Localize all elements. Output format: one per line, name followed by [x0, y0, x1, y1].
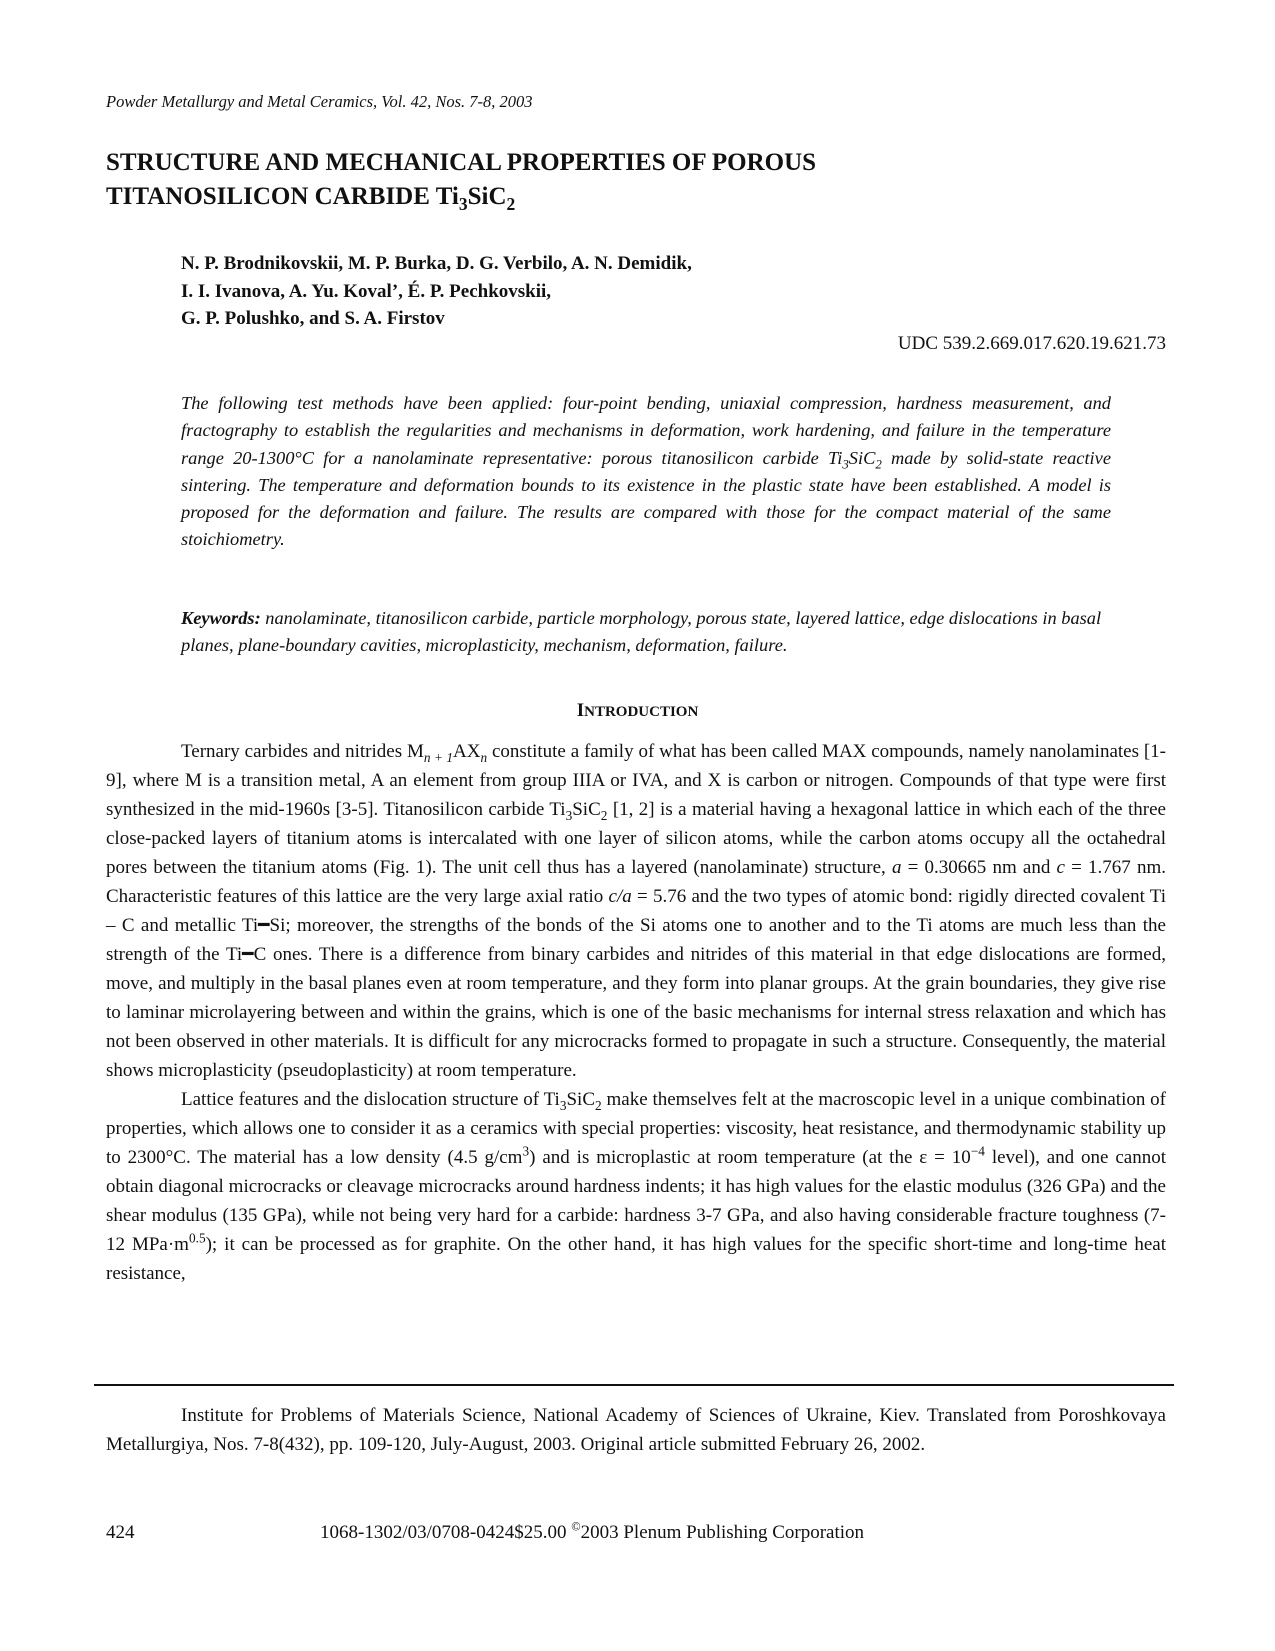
author-line-1: N. P. Brodnikovskii, M. P. Burka, D. G. Verbilo, A. N. Demidik,: [181, 253, 692, 274]
abstract: The following test methods have been applied: four-point bending, uniaxial compression, hardness measurement, and fractography to establish the regularities and mechanisms in deformation, work hardening, and failure in the temperature range 20-1300°C for a nanolaminate representative: porous titanosilicon carbide $Ti_3SiC_2$ made by solid-state reactive sintering. The temperature and deformation bounds to its existence in the plastic state have been established. A model is proposed for the deformation and failure. The results are compared with those for the compact material of the same stoichiometry.: [181, 393, 1111, 550]
title-line-1: STRUCTURE AND MECHANICAL PROPERTIES OF POROUS: [106, 149, 817, 176]
author-line-3: G. P. Polushko, and S. A. Firstov: [181, 308, 445, 329]
paragraph-2: Lattice features and the dislocation structure of $Ti_3SiC_2$ make themselves felt at the macroscopic level in a unique combination of properties, which allows one to consider it as a ceramics with special properties: viscosity, heat resistance, and thermodynamic stability up to 2300°C. The material has a low density (4.5 $g/cm^3$) and is microplastic at room temperature (at the $\varepsilon = 10^{-4}$ level), and one cannot obtain diagonal microcracks or cleavage microcracks around hardness indents; it has high values for the elastic modulus (326 GPa) and the shear modulus (135 GPa), while not being very hard for a carbide: hardness 3-7 GPa, and also having considerable fracture toughness (7-12 $MPa\cdot m^{0.5}$); it can be processed as for graphite. On the other hand, it has high values for the specific short-time and long-time heat resistance,: [106, 1089, 1166, 1284]
paper-title: [106, 146, 1166, 214]
keywords-label: Keywords:: [181, 608, 261, 628]
affiliation-footnote: Institute for Problems of Materials Science, National Academy of Sciences of Ukraine, Kiev. Translated from Poroshkovaya Metallurgiya, Nos. 7-8(432), pp. 109-120, July-August, 2003. Original article submitted February 26, 2002.: [106, 1405, 1166, 1455]
udc-code: UDC 539.2.669.017.620.19.621.73: [897, 333, 1166, 354]
section-heading-introduction: INTRODUCTION: [576, 700, 699, 721]
footnote-divider: [94, 1384, 1174, 1386]
copyright-line: 1068-1302/03/0708-0424$25.00 ©2003 Plenum Publishing Corporation: [320, 1519, 865, 1543]
keywords-text: nanolaminate, titanosilicon carbide, particle morphology, porous state, layered lattice, edge dislocations in basal planes, plane-boundary cavities, microplasticity, mechanism, deformation, failure.: [181, 608, 1102, 656]
journal-header: Powder Metallurgy and Metal Ceramics, Vol. 42, Nos. 7-8, 2003: [106, 92, 533, 111]
page-number: 424: [106, 1522, 135, 1543]
title-line-2: TITANOSILICON CARBIDE $Ti_3SiC_2$: [106, 183, 516, 214]
author-list: [181, 250, 692, 333]
body-text: [106, 737, 1166, 1288]
paragraph-1: Ternary carbides and nitrides $M_{n + 1}AX_n$ constitute a family of what has been called MAX compounds, namely nanolaminates [1-9], where M is a transition metal, A an element from group IIIA or IVA, and X is carbon or nitrogen. Compounds of that type were first synthesized in the mid-1960s [3-5]. Titanosilicon carbide $Ti_3SiC_2$ [1, 2] is a material having a hexagonal lattice in which each of the three close-packed layers of titanium atoms is intercalated with one layer of silicon atoms, while the carbon atoms occupy all the octahedral pores between the titanium atoms (Fig. 1). The unit cell thus has a layered (nanolaminate) structure, a = 0.30665 nm and c = 1.767 nm. Characteristic features of this lattice are the very large axial ratio c/a = 5.76 and the two types of atomic bond: rigidly directed covalent Ti – C and metallic Ti━Si; moreover, the strengths of the bonds of the Si atoms one to another and to the Ti atoms are much less than the strength of the Ti━C ones. There is a difference from binary carbides and nitrides of this material in that edge dislocations are formed, move, and multiply in the basal planes even at room temperature, and they form into planar groups. At the grain boundaries, they give rise to laminar microlayering between and within the grains, which is one of the basic mechanisms for internal stress relaxation and which has not been observed in other materials. It is difficult for any microcracks formed to propagate in such a structure. Consequently, the material shows microplasticity (pseudoplasticity) at room temperature.: [106, 741, 1167, 1081]
author-line-2: I. I. Ivanova, A. Yu. Koval’, É. P. Pechkovskii,: [181, 280, 552, 302]
keywords: [181, 605, 1111, 660]
